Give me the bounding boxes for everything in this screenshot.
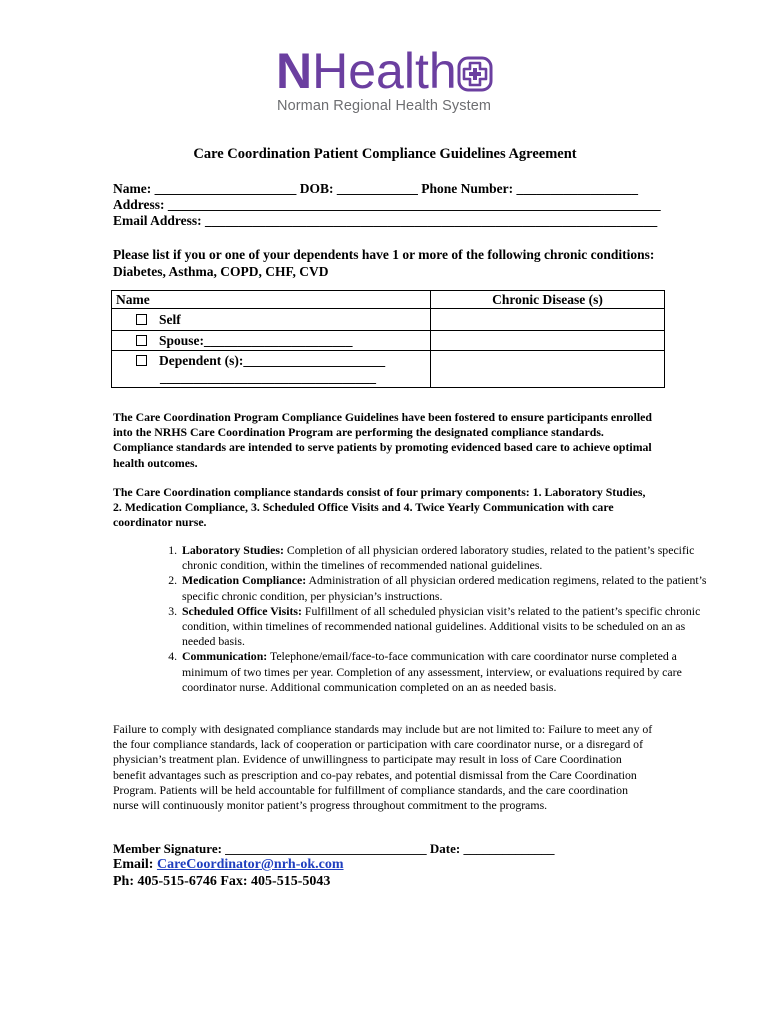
spouse-checkbox[interactable] bbox=[136, 335, 147, 346]
dependent-checkbox[interactable] bbox=[136, 355, 147, 366]
dependent-extra-blank: ________________________________ bbox=[160, 370, 376, 385]
table-header-row bbox=[112, 291, 665, 309]
name-cell bbox=[112, 351, 431, 388]
list-item bbox=[180, 604, 710, 650]
name-dob-phone-line[interactable]: Name: _____________________ DOB: ____________ Phone Number: __________________ bbox=[113, 181, 638, 196]
list-term: Scheduled Office Visits: bbox=[182, 603, 302, 618]
logo-n: N bbox=[276, 43, 313, 99]
logo-wordmark bbox=[276, 43, 457, 99]
logo-subtitle: Norman Regional Health System bbox=[277, 98, 492, 114]
header-name: Name bbox=[112, 291, 431, 309]
list-item bbox=[180, 543, 710, 573]
signature-date-line[interactable]: Member Signature: _______________________________ Date: ______________ bbox=[113, 841, 555, 856]
dependent-option[interactable] bbox=[116, 352, 426, 369]
list-item bbox=[180, 649, 710, 695]
spouse-disease-cell[interactable] bbox=[431, 331, 665, 351]
dependents-table bbox=[111, 290, 665, 388]
name-cell bbox=[112, 309, 431, 331]
email-label: Email: bbox=[113, 857, 157, 872]
email-address-line[interactable]: Email Address: ___________________________________________________________________ bbox=[113, 213, 658, 228]
dependent-label: Dependent (s):_____________________ bbox=[159, 353, 386, 368]
list-text: Completion of all physician ordered laboratory studies, related to the patient’s specific chronic condition, within the timelines of recommended national guidelines. bbox=[182, 543, 695, 573]
list-term: Laboratory Studies: bbox=[182, 543, 284, 557]
components-paragraph: The Care Coordination compliance standards consist of four primary components: 1. Laboratory Studies, 2. Medication Compliance, 3. Scheduled Office Visits and 4. Twice Yearly Communication with care coordinator nurse. bbox=[113, 485, 646, 530]
list-text: Fulfillment of all scheduled physician visit’s related to the patient’s specific chronic condition, within timelines of recommended national guidelines. Additional visits to be scheduled on an as needed basis. bbox=[182, 603, 701, 649]
table-body-row bbox=[112, 309, 665, 331]
self-checkbox[interactable] bbox=[136, 314, 147, 325]
compliance-list bbox=[130, 543, 710, 695]
document-title: Care Coordination Patient Compliance Guidelines Agreement bbox=[193, 146, 577, 162]
header-chronic-disease: Chronic Disease (s) bbox=[431, 291, 665, 309]
contact-phone-fax: Ph: 405-515-6746 Fax: 405-515-5043 bbox=[113, 874, 331, 889]
address-line[interactable]: Address: _________________________________________________________________________ bbox=[113, 197, 661, 212]
chronic-conditions-instruction: Please list if you or one of your dependents have 1 or more of the following chronic conditions: Diabetes, Asthma, COPD, CHF, CVD bbox=[113, 247, 655, 279]
self-option[interactable] bbox=[116, 311, 426, 328]
nhealth-logo bbox=[276, 43, 496, 122]
program-intro-paragraph: The Care Coordination Program Compliance Guidelines have been fostered to ensure participants enrolled into the NRHS Care Coordination Program are performing the designated compliance standards. Compliance standards are intended to serve patients by promoting evidenced based care to achieve optimal health outcomes. bbox=[113, 410, 652, 470]
list-item bbox=[180, 573, 710, 603]
email-link[interactable]: CareCoordinator@nrh-ok.com bbox=[156, 857, 344, 872]
list-text: Administration of all physician ordered medication regimens, related to the patient’s specific chronic condition, per physician’s instructions. bbox=[182, 573, 707, 603]
table-body-row bbox=[112, 351, 665, 388]
failure-paragraph: Failure to comply with designated compliance standards may include but are not limited to: Failure to meet any of the four compliance standards, lack of cooperation or participation with care coordinator nurse, or a disregard of physician’s treatment plan. Evidence of unwillingness to participate may result in loss of Care Coordination benefit advantages such as prescription and co-pay rebates, and potential dismissal from the Care Coordination Program. Patients will be held accountable for fulfillment of compliance standards, and the care coordination nurse will continuously monitor patient’s progress throughout commitment to the programs. bbox=[113, 722, 653, 813]
spouse-label: Spouse:______________________ bbox=[159, 333, 353, 348]
contact-email bbox=[113, 857, 344, 873]
list-term: Medication Compliance: bbox=[182, 573, 307, 588]
dependent-extra-line[interactable] bbox=[116, 369, 426, 386]
spouse-option[interactable] bbox=[116, 332, 426, 349]
list-text: Telephone/email/face-to-face communication with care coordinator nurse completed a minimum of two times per year. Completion of any assessment, interview, or evaluations required by care coordinator nurse. Additional communication completed on an as needed basis. bbox=[182, 649, 682, 694]
list-term: Communication: bbox=[182, 649, 268, 664]
cross-emblem-icon bbox=[457, 56, 493, 92]
name-cell bbox=[112, 331, 431, 351]
table-body-row bbox=[112, 331, 665, 351]
self-label: Self bbox=[159, 312, 181, 327]
self-disease-cell[interactable] bbox=[431, 309, 665, 331]
dependent-disease-cell[interactable] bbox=[431, 351, 665, 388]
logo-health: Health bbox=[312, 43, 457, 99]
